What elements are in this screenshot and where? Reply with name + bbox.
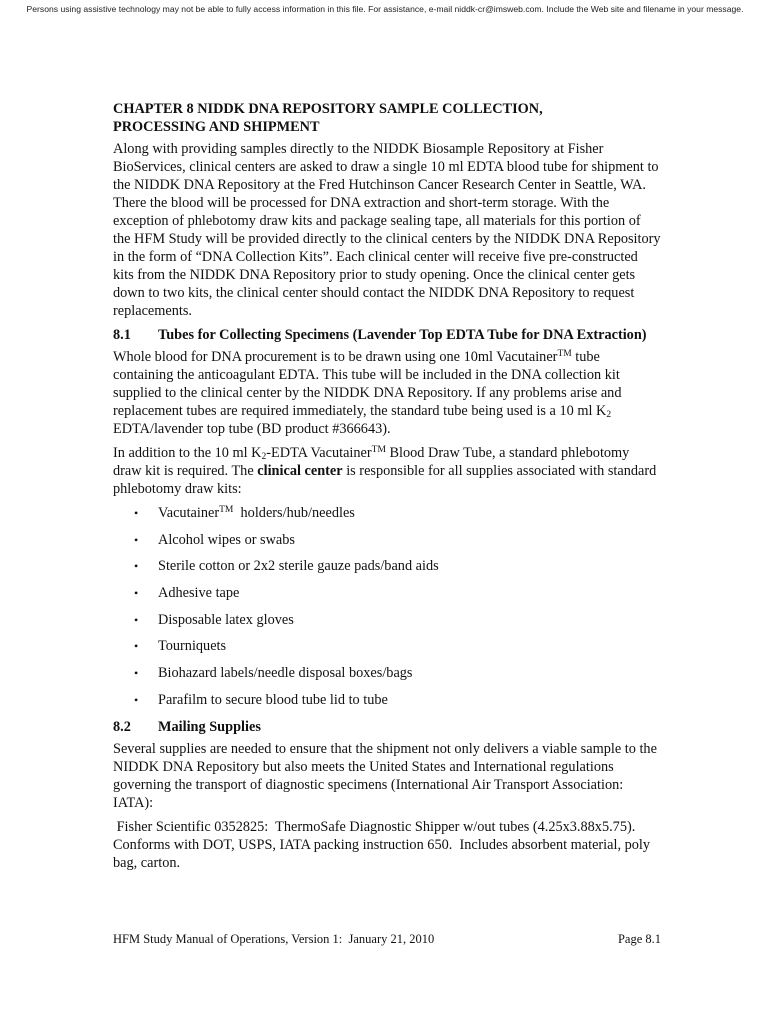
chapter-title-line1: CHAPTER 8 NIDDK DNA REPOSITORY SAMPLE COLLECTION,	[113, 101, 543, 117]
list-item	[113, 637, 661, 655]
list-item-text: Tourniquets	[158, 638, 227, 655]
list-item	[113, 584, 661, 602]
bullet-icon: •	[134, 692, 139, 707]
bullet-icon: •	[134, 666, 139, 681]
list-item	[113, 691, 661, 709]
text-run: Whole blood for DNA procurement is to be drawn using one 10ml Vacutainer	[113, 349, 558, 365]
bullet-icon: •	[134, 612, 139, 627]
section-8-2-heading	[113, 718, 661, 736]
list-item-text: Sterile cotton or 2x2 sterile gauze pads/band aids	[158, 558, 439, 575]
list-item	[113, 611, 661, 629]
section-number: 8.1	[113, 327, 131, 343]
text-run: In addition to the 10 ml K	[113, 445, 262, 461]
section-8-2-paragraph-1: Several supplies are needed to ensure that the shipment not only delivers a viable sample to the NIDDK DNA Repository but also meets the United States and International regulations governing the transport of diagnostic specimens (International Air Transport Association: IATA):	[113, 740, 657, 811]
list-item-text: holders/hub/needles	[233, 505, 355, 521]
text-run: Blood Draw Tube, a standard phlebotomy draw kit is required. The	[113, 445, 630, 479]
subscript: 2	[606, 410, 612, 420]
trademark-mark: TM	[557, 349, 572, 359]
text-run: is responsible for all supplies associated with standard phlebotomy draw kits:	[113, 463, 657, 497]
text-run: tube containing the anticoagulant EDTA. This tube will be included in the DNA collection kit supplied to the clinical center by the NIDDK DNA Repository. If any problems arise and replacement tubes are required immediately, the standard tube being used is a 10 ml K	[113, 349, 622, 419]
chapter-title	[113, 100, 661, 136]
bullet-icon: •	[134, 559, 139, 574]
text-run: -EDTA Vacutainer	[266, 445, 372, 461]
list-item-text: Vacutainer	[158, 505, 220, 521]
section-number: 8.2	[113, 718, 131, 735]
section-8-1-paragraph-1	[113, 348, 661, 438]
bold-text: clinical center	[257, 463, 343, 479]
section-8-1-heading	[113, 326, 661, 344]
supplies-list	[113, 504, 661, 709]
list-item	[113, 664, 661, 682]
list-item-text: Adhesive tape	[158, 585, 240, 602]
list-item-text: Alcohol wipes or swabs	[158, 531, 295, 548]
footer-page-number: Page 8.1	[617, 932, 661, 946]
list-item	[113, 504, 661, 522]
subscript: 2	[261, 452, 267, 462]
bullet-icon: •	[134, 639, 139, 654]
section-8-1-paragraph-2	[113, 444, 661, 498]
list-item-text: Parafilm to secure blood tube lid to tube	[158, 691, 388, 708]
section-title: Tubes for Collecting Specimens (Lavender Top EDTA Tube for DNA Extraction)	[158, 327, 647, 343]
bullet-icon: •	[134, 506, 139, 520]
accessibility-banner: Persons using assistive technology may not be able to fully access information in this file. For assistance, e-mail niddk-cr@imsweb.com. Include the Web site and filename in your message.	[26, 4, 744, 14]
text-run: EDTA/lavender top tube (BD product #366643).	[113, 421, 391, 437]
bullet-icon: •	[134, 532, 139, 547]
bullet-icon: •	[134, 586, 139, 601]
section-8-2-paragraph-2: Fisher Scientific 0352825: ThermoSafe Diagnostic Shipper w/out tubes (4.25x3.88x5.75). Conforms with DOT, USPS, IATA packing instruction 650. Includes absorbent material, poly bag, carton.	[113, 818, 654, 871]
intro-paragraph: Along with providing samples directly to the NIDDK Biosample Repository at Fisher BioServices, clinical centers are asked to draw a single 10 ml EDTA blood tube for shipment to the NIDDK DNA Repository at the Fred Hutchinson Cancer Research Center in Seattle, WA. There the blood will be processed for DNA extraction and short-term storage. With the exception of phlebotomy draw kits and package sealing tape, all materials for this portion of the HFM Study will be provided directly to the clinical centers by the NIDDK DNA Repository in the form of “DNA Collection Kits”. Each clinical center will receive five pre-constructed kits from the NIDDK DNA Repository prior to study opening. Once the clinical center gets down to two kits, the clinical center should contact the NIDDK DNA Repository to request replacements.	[113, 141, 661, 319]
trademark-mark: TM	[219, 505, 234, 515]
chapter-title-line2: PROCESSING AND SHIPMENT	[113, 119, 320, 135]
list-item-text: Disposable latex gloves	[158, 611, 294, 628]
list-item	[113, 531, 661, 549]
list-item	[113, 557, 661, 575]
list-item-text: Biohazard labels/needle disposal boxes/bags	[158, 665, 413, 682]
section-title: Mailing Supplies	[158, 718, 261, 735]
document-page	[113, 100, 661, 878]
footer-manual-version: HFM Study Manual of Operations, Version 1: January 21, 2010	[113, 932, 435, 946]
trademark-mark: TM	[371, 445, 386, 455]
